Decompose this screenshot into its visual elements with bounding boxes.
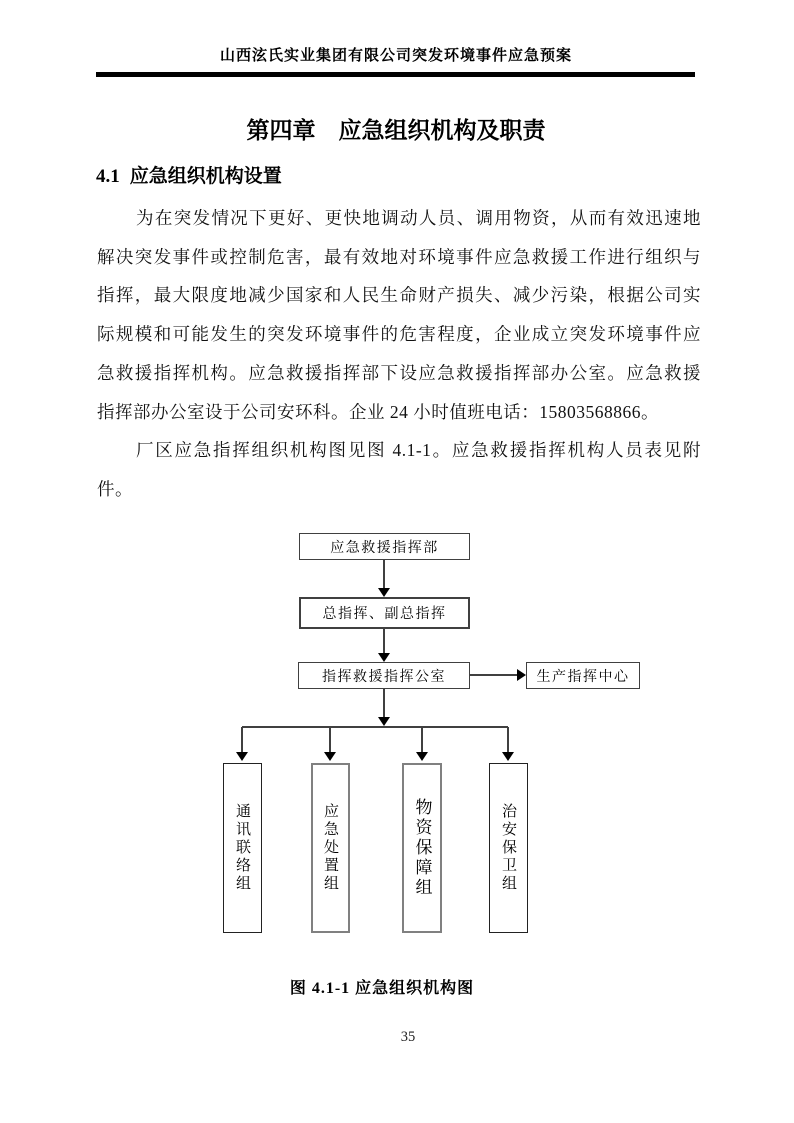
body-line: 急救援指挥机构。应急救援指挥部下设应急救援指挥部办公室。应急救援 (97, 362, 701, 383)
arrow-down-icon (416, 752, 428, 761)
arrow-down-icon (324, 752, 336, 761)
arrow-down-icon (502, 752, 514, 761)
section-heading (96, 161, 282, 188)
connector-line (329, 727, 331, 753)
org-box-chief-deputy-commander: 总指挥、副总指挥 (299, 597, 470, 629)
org-box-emergency-rescue-headquarters: 应急救援指挥部 (299, 533, 470, 560)
org-box-communication-liaison-group: 通讯联络组 (223, 763, 262, 933)
org-box-security-guard-group: 治安保卫组 (489, 763, 528, 933)
body-line: 件。 (97, 478, 133, 499)
connector-line (383, 689, 385, 718)
section-title: 应急组织机构设置 (129, 166, 282, 187)
page-header-title: 山西泫氏实业集团有限公司突发环境事件应急预案 (219, 47, 572, 64)
org-box-rescue-command-office: 指挥救援指挥公室 (298, 662, 470, 689)
arrow-right-icon (517, 669, 526, 681)
body-line: 指挥部办公室设于公司安环科。企业 24 小时值班电话：15803568866。 (97, 401, 659, 422)
page-number: 35 (400, 1029, 416, 1045)
connector-line (383, 629, 385, 654)
connector-line (242, 726, 508, 728)
body-line: 解决突发事件或控制危害，最有效地对环境事件应急救援工作进行组织与 (97, 246, 701, 267)
body-text (97, 199, 701, 509)
body-line: 为在突发情况下更好、更快地调动人员、调用物资，从而有效迅速地 (136, 208, 701, 228)
org-box-material-support-group: 物资保障组 (402, 763, 442, 933)
body-line: 指挥，最大限度地减少国家和人民生命财产损失、减少污染，根据公司实 (97, 285, 701, 306)
arrow-down-icon (236, 752, 248, 761)
connector-line (241, 727, 243, 753)
connector-line (421, 727, 423, 753)
section-number: 4.1 (96, 166, 120, 187)
body-line: 际规模和可能发生的突发环境事件的危害程度，企业成立突发环境事件应 (97, 324, 701, 345)
arrow-down-icon (378, 588, 390, 597)
header-double-rule (96, 72, 695, 77)
org-box-production-command-center: 生产指挥中心 (526, 662, 640, 689)
chapter-title: 第四章 应急组织机构及职责 (246, 118, 546, 143)
org-box-emergency-response-group: 应急处置组 (311, 763, 350, 933)
figure-caption: 图 4.1-1 应急组织机构图 (289, 980, 475, 997)
connector-line (383, 560, 385, 589)
arrow-down-icon (378, 653, 390, 662)
arrow-down-icon (378, 717, 390, 726)
connector-line (507, 727, 509, 753)
connector-line (470, 674, 518, 676)
body-line: 厂区应急指挥组织机构图见图 4.1-1。应急救援指挥机构人员表见附 (136, 440, 701, 461)
